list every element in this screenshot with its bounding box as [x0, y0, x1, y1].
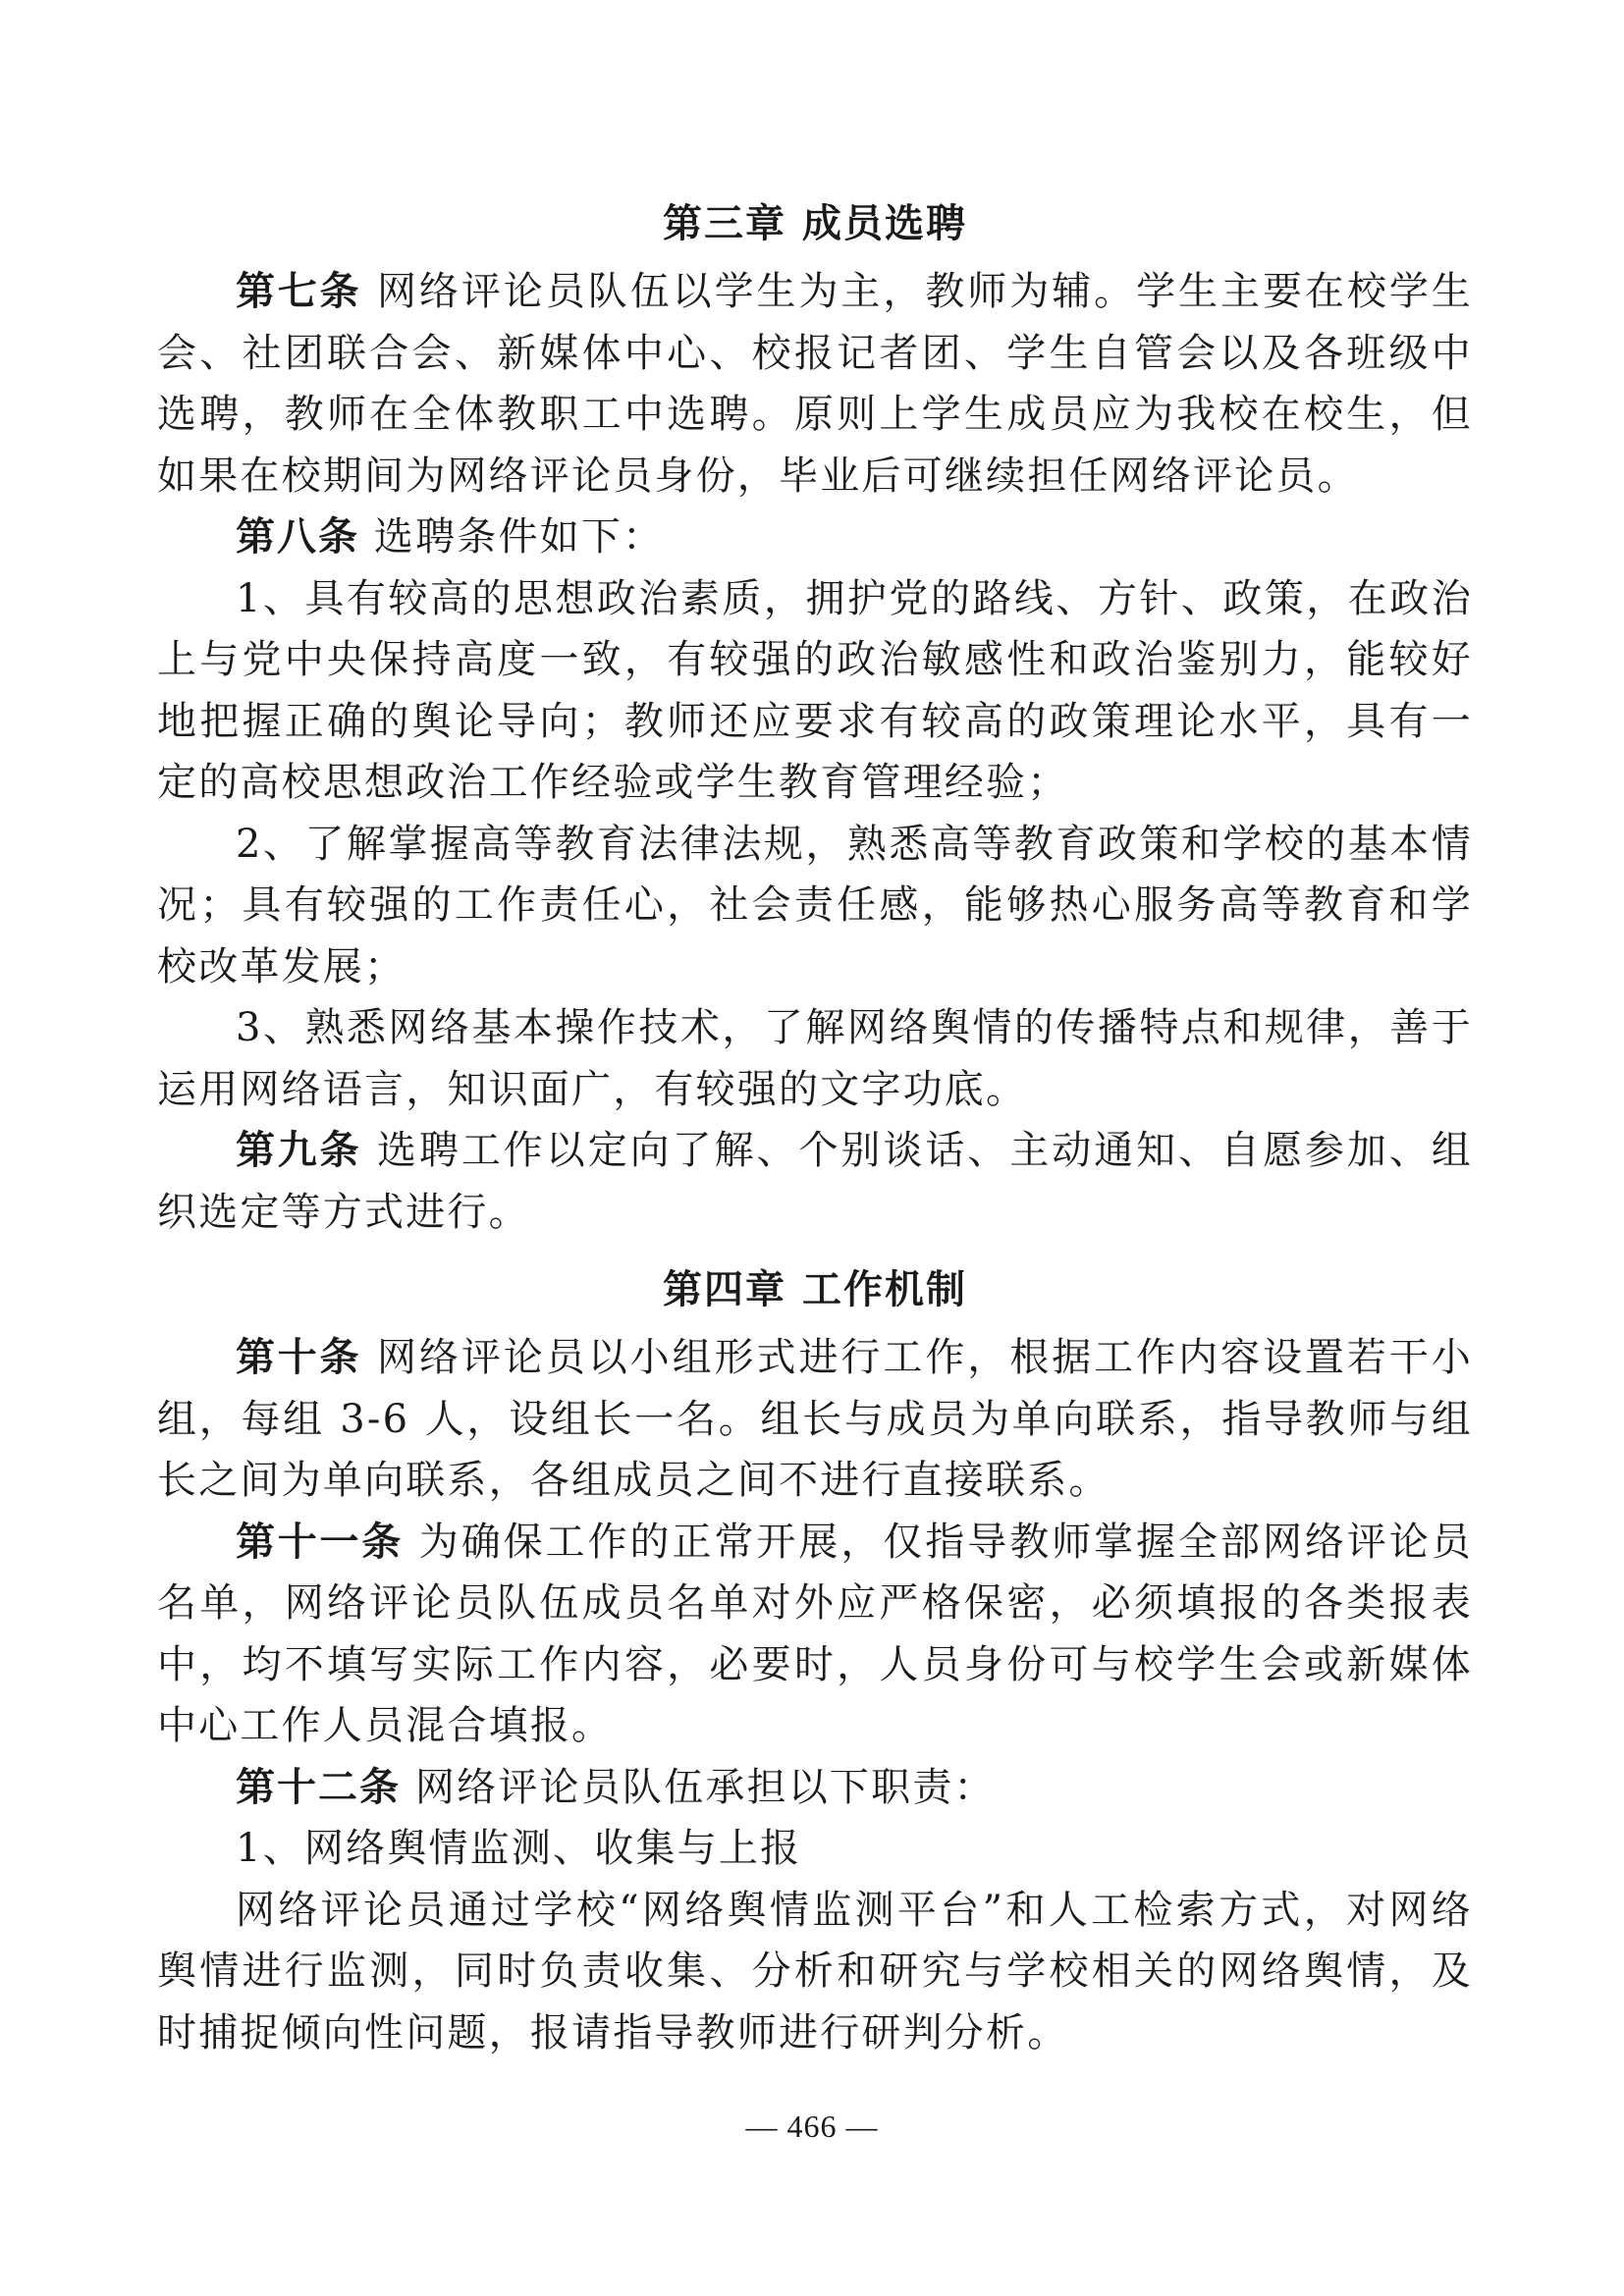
article-9: [157, 1120, 1473, 1243]
article-11-label: 第十一条: [236, 1519, 405, 1565]
article-8-item-1: 1、具有较高的思想政治素质，拥护党的路线、方针、政策，在政治上与党中央保持高度一致，有较强的政治敏感性和政治鉴别力，能较好地把握正确的舆论导向；教师还应要求有较高的政策理论水平，具有一定的高校思想政治工作经验或学生教育管理经验；: [157, 575, 1473, 805]
article-10-label: 第十条: [236, 1335, 362, 1380]
article-9-label: 第九条: [236, 1128, 362, 1173]
page-number: — 466 —: [745, 2109, 879, 2144]
article-7-text: 网络评论员队伍以学生为主，教师为辅。学生主要在校学生会、社团联合会、新媒体中心、校报记者团、学生自管会以及各班级中选聘，教师在全体教职工中选聘。原则上学生成员应为我校在校生，但如果在校期间为网络评论员身份，毕业后可继续担任网络评论员。: [157, 269, 1473, 499]
article-12: [157, 1757, 1473, 1819]
article-12-item-1-title: 1、网络舆情监测、收集与上报: [236, 1826, 802, 1871]
document-page: [157, 187, 1473, 2063]
article-8-item-2: 2、了解掌握高等教育法律法规，熟悉高等教育政策和学校的基本情况；具有较强的工作责任心，社会责任感，能够热心服务高等教育和学校改革发展；: [157, 821, 1473, 989]
article-7: [157, 261, 1473, 507]
article-8-item-3: 3、熟悉网络基本操作技术，了解网络舆情的传播特点和规律，善于运用网络语言，知识面广，有较强的文字功底。: [157, 1005, 1473, 1112]
article-11: [157, 1512, 1473, 1757]
article-9-text: 选聘工作以定向了解、个别谈话、主动通知、自愿参加、组织选定等方式进行。: [157, 1128, 1473, 1235]
article-10-text: 网络评论员以小组形式进行工作，根据工作内容设置若干小组，每组 3-6 人，设组长一名。组长与成员为单向联系，指导教师与组长之间为单向联系，各组成员之间不进行直接联系。: [157, 1335, 1473, 1503]
article-12-text: 网络评论员队伍承担以下职责：: [414, 1764, 996, 1810]
article-11-text: 为确保工作的正常开展，仅指导教师掌握全部网络评论员名单，网络评论员队伍成员名单对外应严格保密，必须填报的各类报表中，均不填写实际工作内容，必要时，人员身份可与校学生会或新媒体中心工作人员混合填报。: [157, 1519, 1474, 1748]
chapter-3-title: 第三章 成员选聘: [663, 201, 967, 246]
article-7-label: 第七条: [236, 269, 362, 314]
article-8-text: 选聘条件如下：: [373, 514, 665, 560]
article-10: [157, 1327, 1473, 1512]
article-8-label: 第八条: [236, 514, 359, 560]
article-8: [157, 507, 1473, 568]
article-12-label: 第十二条: [236, 1764, 401, 1810]
article-12-item-1-text: 网络评论员通过学校“网络舆情监测平台”和人工检索方式，对网络舆情进行监测，同时负责收集、分析和研究与学校相关的网络舆情，及时捕捉倾向性问题，报请指导教师进行研判分析。: [157, 1887, 1473, 2056]
chapter-4-title: 第四章 工作机制: [663, 1267, 967, 1312]
